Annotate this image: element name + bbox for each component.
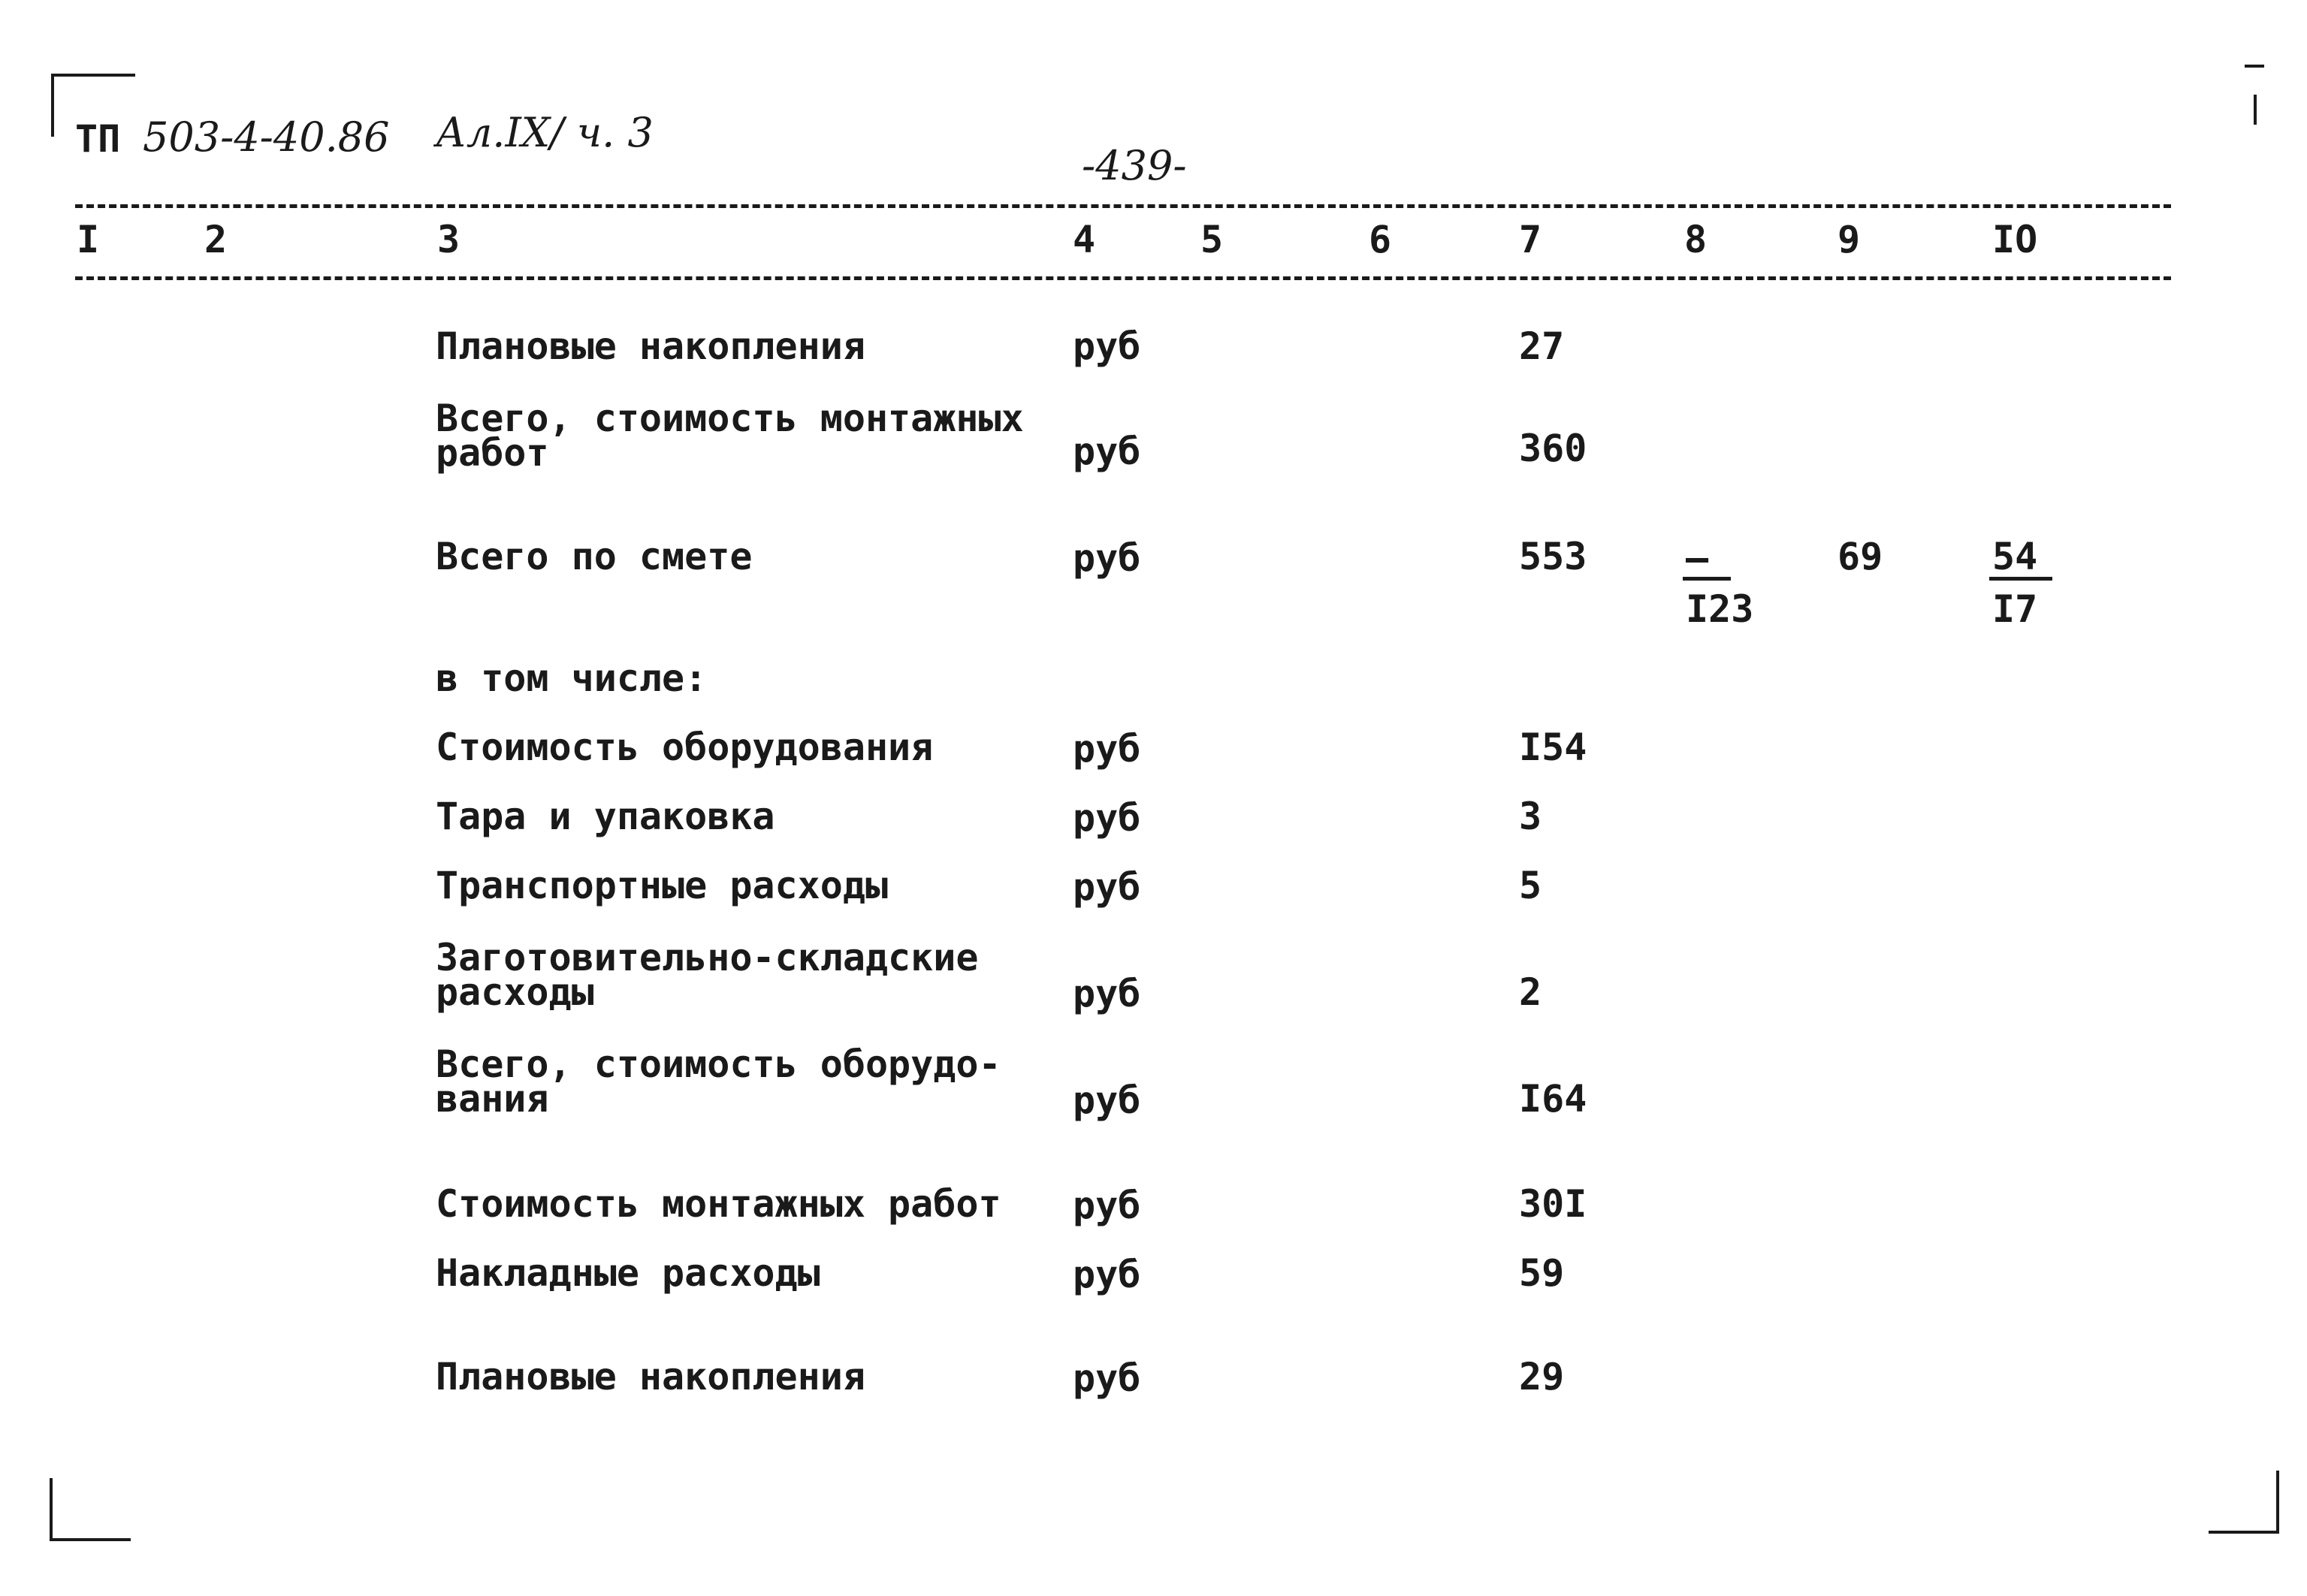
row-8-name-line2: расходы <box>436 970 594 1014</box>
row-7-unit: руб <box>1073 865 1141 909</box>
column-header-3: 3 <box>437 218 460 261</box>
document-code: 503-4-40.86 <box>143 113 390 161</box>
album-reference: Ал.IХ/ ч. 3 <box>436 109 654 156</box>
column-header-4: 4 <box>1073 218 1096 261</box>
row-6-unit: руб <box>1073 796 1141 840</box>
row-3-name: Всего по смете <box>436 535 753 578</box>
column-header-6: 6 <box>1369 218 1392 261</box>
row-12-col7: 29 <box>1519 1355 1565 1398</box>
row-11-name: Накладные расходы <box>436 1251 820 1295</box>
page-number: -439- <box>1082 142 1187 189</box>
row-3-col8-denominator: I23 <box>1686 587 1754 631</box>
row-7-name: Транспортные расходы <box>436 864 889 907</box>
header-top-rule <box>75 204 2171 208</box>
row-9-name-line1: Всего, стоимость оборудо- <box>436 1042 1001 1086</box>
row-10-name: Стоимость монтажных работ <box>436 1182 1001 1226</box>
row-6-name: Тара и упаковка <box>436 795 775 838</box>
row-5-name: Стоимость оборудования <box>436 726 934 769</box>
column-header-2: 2 <box>204 218 228 261</box>
row-5-unit: руб <box>1073 727 1141 771</box>
row-7-col7: 5 <box>1519 864 1542 907</box>
row-11-unit: руб <box>1073 1253 1141 1296</box>
row-8-name-line1: Заготовительно-складские <box>436 936 979 979</box>
row-10-unit: руб <box>1073 1184 1141 1227</box>
row-3-col9: 69 <box>1837 535 1883 578</box>
corner-tick-top-right <box>2254 95 2257 125</box>
column-header-7: 7 <box>1519 218 1542 261</box>
row-2-name-line2: работ <box>436 431 549 475</box>
row-3-col10-denominator: I7 <box>1992 587 2038 631</box>
row-3-col10-fraction-bar <box>1989 577 2052 581</box>
row-3-col8-numerator: – <box>1686 536 1709 580</box>
column-header-8: 8 <box>1684 218 1708 261</box>
column-header-1: I <box>77 218 100 261</box>
row-11-col7: 59 <box>1519 1251 1565 1295</box>
row-1-unit: руб <box>1073 324 1141 368</box>
row-4-name: в том числе: <box>436 656 708 700</box>
row-10-col7: 30I <box>1519 1182 1587 1226</box>
row-8-col7: 2 <box>1519 970 1542 1014</box>
row-9-name-line2: вания <box>436 1077 549 1121</box>
column-header-9: 9 <box>1837 218 1861 261</box>
row-2-col7: 360 <box>1519 427 1587 470</box>
row-5-col7: I54 <box>1519 726 1587 769</box>
row-2-name-line1: Всего, стоимость монтажных <box>436 397 1024 440</box>
row-12-name: Плановые накопления <box>436 1355 865 1398</box>
corner-mark-bottom-left <box>50 1478 131 1541</box>
corner-mark-bottom-right <box>2209 1471 2279 1534</box>
row-3-col10-numerator: 54 <box>1992 535 2038 578</box>
column-header-5: 5 <box>1200 218 1224 261</box>
row-9-unit: руб <box>1073 1079 1141 1122</box>
row-3-col7: 553 <box>1519 535 1587 578</box>
row-9-col7: I64 <box>1519 1077 1587 1121</box>
corner-mark-top-right <box>2245 65 2264 68</box>
row-2-unit: руб <box>1073 430 1141 473</box>
row-1-col7: 27 <box>1519 324 1565 368</box>
header-bottom-rule <box>75 276 2171 280</box>
document-code-prefix: ТП <box>75 117 121 161</box>
column-header-10: IO <box>1992 218 2038 261</box>
row-3-unit: руб <box>1073 536 1141 580</box>
row-1-name: Плановые накопления <box>436 324 865 368</box>
row-6-col7: 3 <box>1519 795 1542 838</box>
row-3-col8-fraction-bar <box>1683 577 1731 581</box>
row-12-unit: руб <box>1073 1356 1141 1400</box>
row-8-unit: руб <box>1073 972 1141 1015</box>
